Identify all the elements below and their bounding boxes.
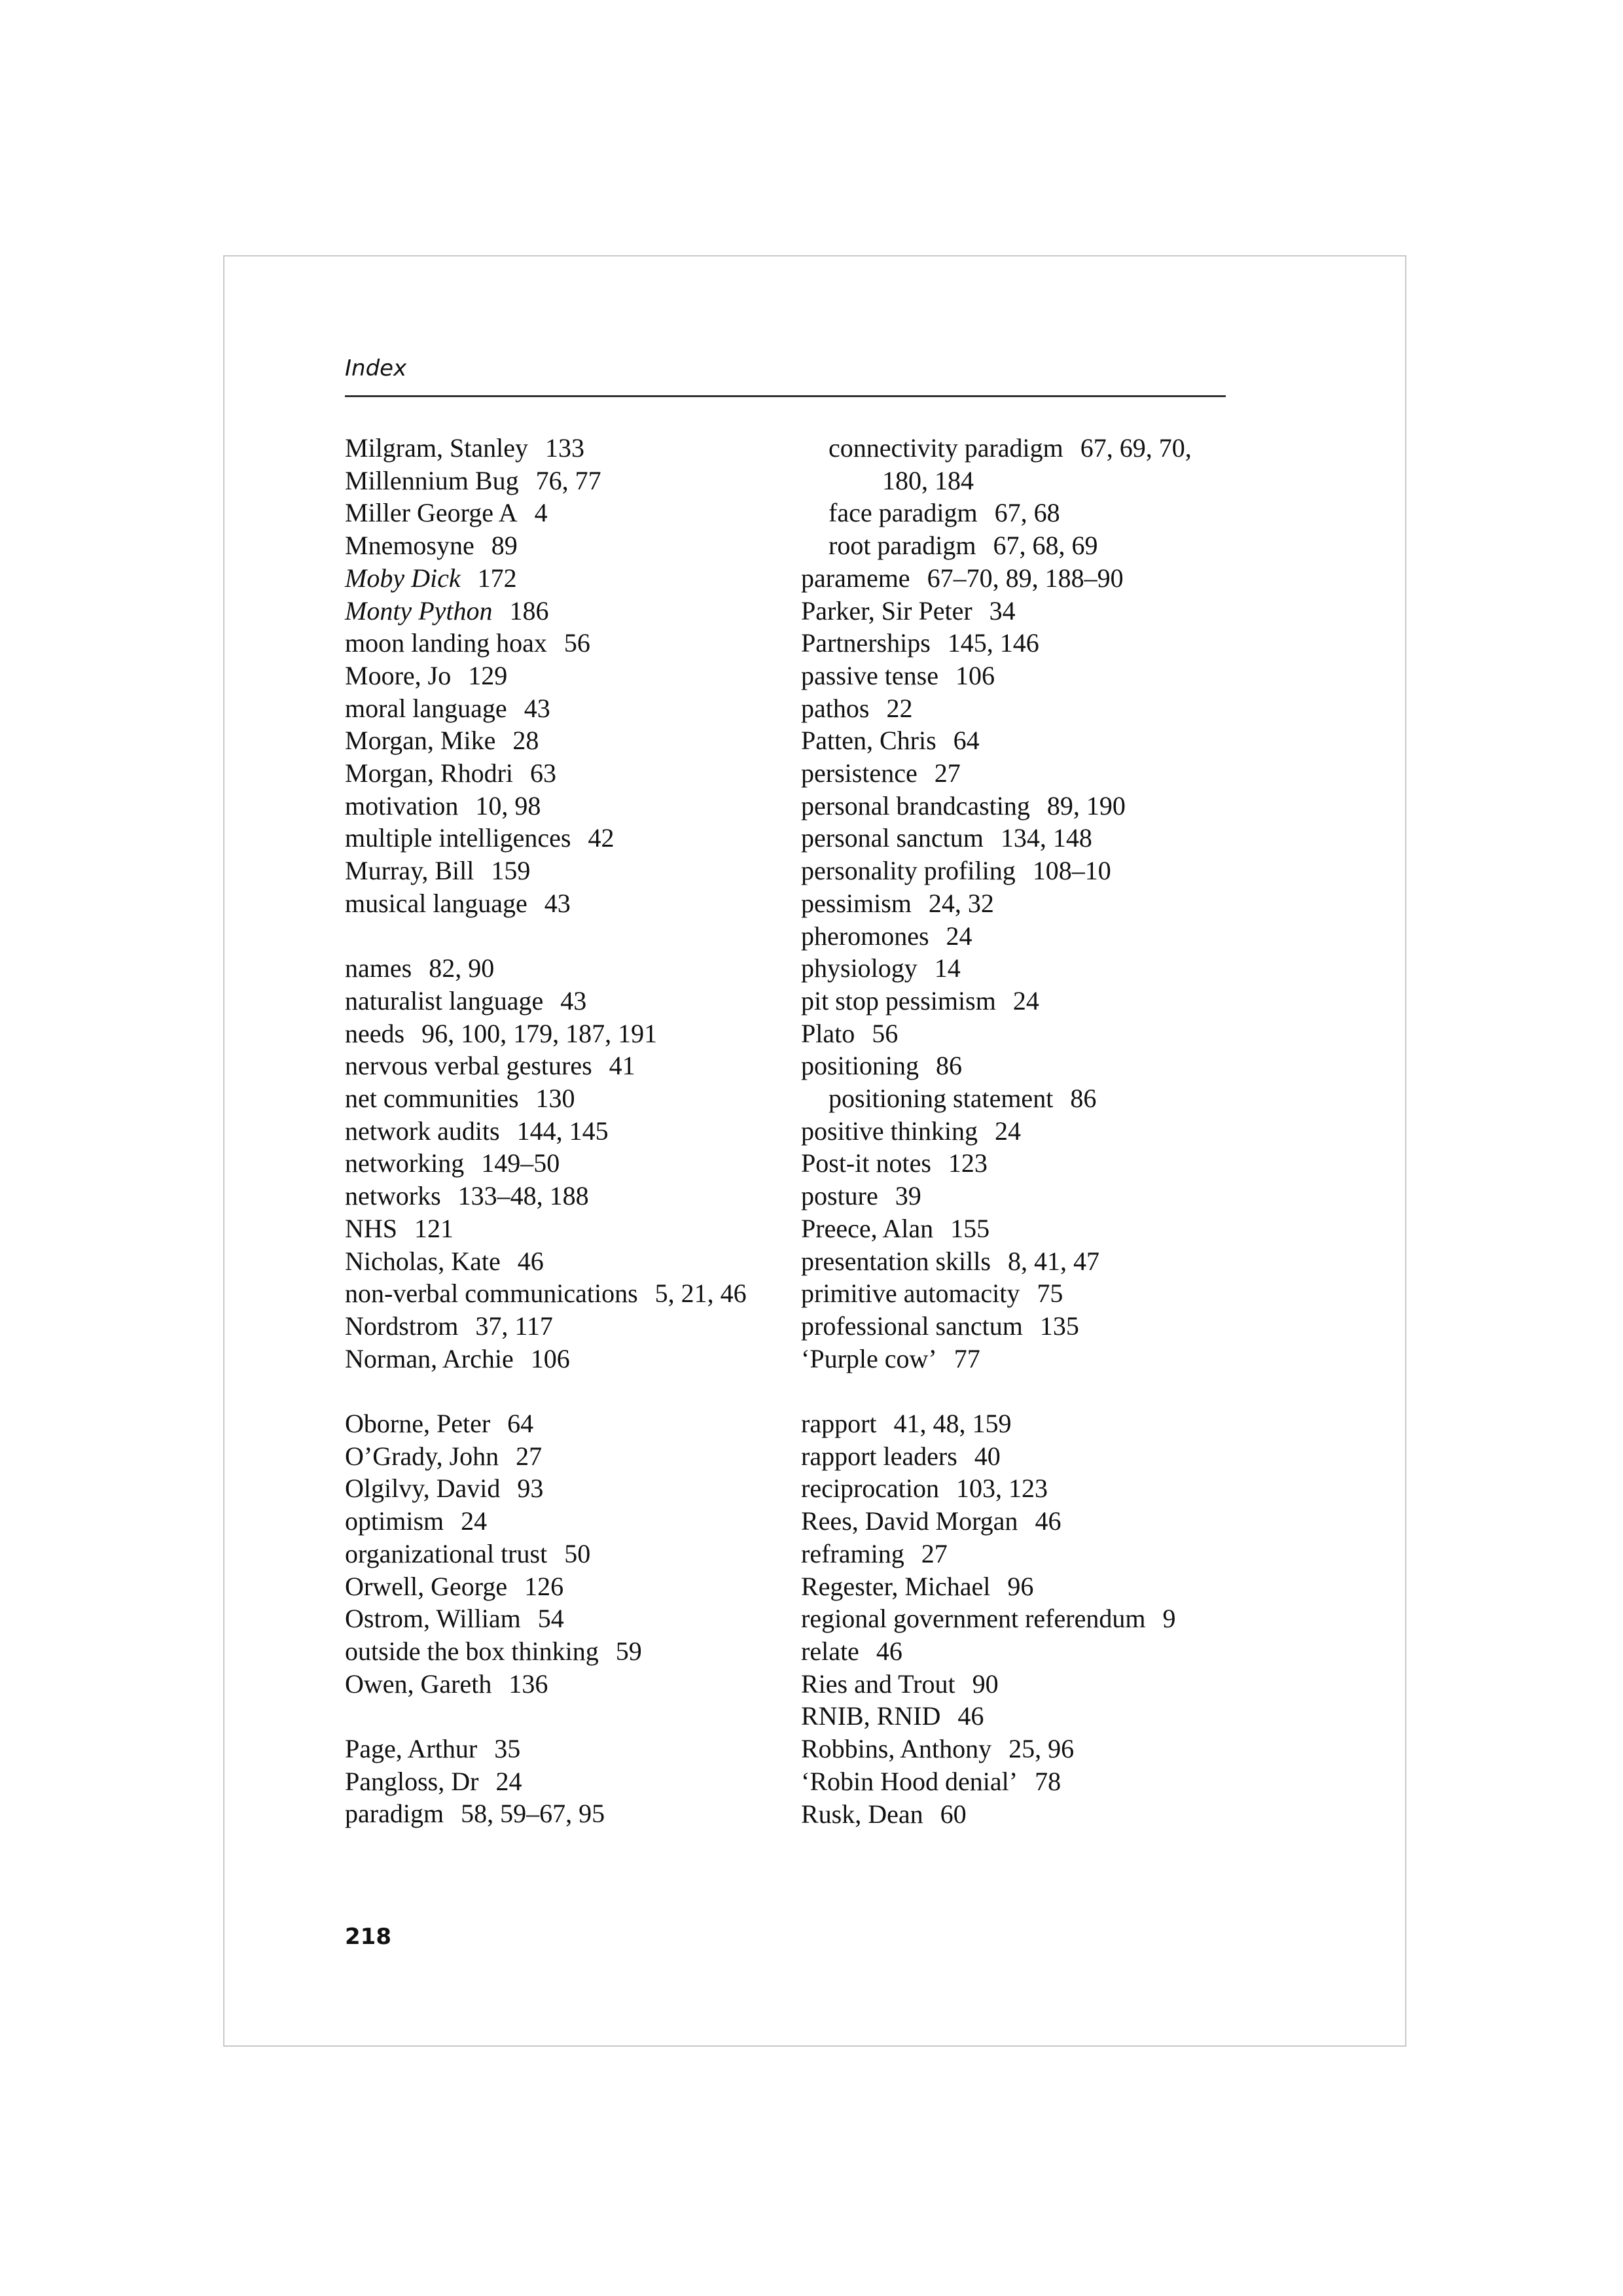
index-page-refs: 145, 146	[947, 628, 1039, 658]
index-term: Nordstrom	[345, 1311, 459, 1341]
index-page-refs: 24	[1012, 985, 1039, 1016]
index-term: Robbins, Anthony	[801, 1734, 992, 1764]
index-term: relate	[801, 1636, 859, 1666]
index-page-refs: 41, 48, 159	[893, 1409, 1012, 1439]
index-entry	[345, 1115, 764, 1148]
index-entry	[801, 1147, 1220, 1180]
index-page-refs: 28	[512, 726, 539, 756]
index-entry	[801, 1277, 1220, 1310]
index-page-refs: 63	[530, 758, 557, 788]
index-page-refs: 24, 32	[928, 888, 994, 918]
index-term: Miller George A	[345, 498, 518, 528]
index-term: reciprocation	[801, 1474, 939, 1504]
index-term: ‘Robin Hood denial’	[801, 1766, 1018, 1796]
index-entry	[345, 562, 764, 595]
index-page-refs: 60	[940, 1799, 967, 1829]
index-entry	[345, 985, 764, 1017]
index-term: Ries and Trout	[801, 1669, 955, 1699]
index-term: Rees, David Morgan	[801, 1506, 1018, 1536]
index-page-refs: 96, 100, 179, 187, 191	[421, 1018, 658, 1048]
index-entry	[345, 1472, 764, 1505]
index-page-refs: 14	[934, 953, 961, 983]
index-term: names	[345, 953, 412, 983]
index-entry	[801, 1115, 1220, 1148]
index-term: Owen, Gareth	[345, 1669, 492, 1699]
index-entry	[801, 1310, 1220, 1343]
index-term: Morgan, Rhodri	[345, 758, 514, 788]
index-entry	[801, 627, 1220, 660]
index-entry	[345, 855, 764, 887]
index-entry	[345, 692, 764, 725]
index-page-refs: 42	[588, 823, 615, 853]
index-term: reframing	[801, 1538, 904, 1568]
index-entry	[345, 529, 764, 562]
index-page-refs: 25, 96	[1008, 1734, 1075, 1764]
index-term: posture	[801, 1181, 878, 1211]
index-term: positive thinking	[801, 1116, 978, 1146]
index-entry	[801, 1050, 1220, 1082]
index-entry	[345, 887, 764, 920]
index-entry	[345, 1050, 764, 1082]
index-entry	[801, 1765, 1220, 1798]
index-entry	[801, 1635, 1220, 1668]
index-term: pheromones	[801, 921, 929, 951]
index-page-refs: 155	[950, 1213, 990, 1243]
index-page-refs: 86	[1070, 1084, 1097, 1114]
index-page-refs: 54	[537, 1604, 564, 1634]
index-entry	[801, 1668, 1220, 1701]
index-term: network audits	[345, 1116, 500, 1146]
index-page-refs: 24	[946, 921, 972, 951]
index-page-refs: 9	[1162, 1604, 1176, 1634]
index-entry	[345, 595, 764, 627]
index-term: personality profiling	[801, 856, 1016, 886]
index-page-refs: 67–70, 89, 188–90	[927, 563, 1124, 593]
index-entry	[345, 1797, 764, 1830]
index-entry	[801, 1212, 1220, 1245]
index-page-refs: 40	[974, 1441, 1001, 1471]
index-entry	[801, 1407, 1220, 1440]
index-page-refs: 86	[936, 1051, 963, 1081]
index-term: networking	[345, 1148, 465, 1178]
index-entry	[345, 1310, 764, 1343]
index-term: Patten, Chris	[801, 726, 936, 756]
index-term: Regester, Michael	[801, 1571, 991, 1601]
index-term: nervous verbal gestures	[345, 1051, 592, 1081]
index-page-refs: 134, 148	[1000, 823, 1092, 853]
index-page-refs: 58, 59–67, 95	[461, 1799, 605, 1829]
index-term: Moore, Jo	[345, 660, 452, 690]
index-entry	[345, 1180, 764, 1212]
index-entry	[801, 1082, 1220, 1115]
index-entry	[801, 1245, 1220, 1278]
index-term: optimism	[345, 1506, 444, 1536]
index-page-refs: 76, 77	[535, 465, 601, 495]
index-page-refs: 159	[491, 856, 531, 886]
index-entry	[345, 757, 764, 790]
index-page-refs: 78	[1035, 1766, 1061, 1796]
index-page-refs: 43	[560, 985, 587, 1016]
index-entry	[801, 1733, 1220, 1765]
index-term: Oborne, Peter	[345, 1409, 491, 1439]
index-entry	[801, 562, 1220, 595]
index-page-refs: 123	[948, 1148, 988, 1178]
index-term: NHS	[345, 1213, 398, 1243]
index-entry	[345, 497, 764, 529]
index-page-refs: 103, 123	[956, 1474, 1048, 1504]
index-page-refs: 10, 98	[475, 790, 541, 821]
index-term: face paradigm	[829, 498, 978, 528]
index-page-refs: 24	[495, 1766, 522, 1796]
index-term: Moby Dick	[345, 563, 461, 593]
index-entry	[801, 1180, 1220, 1212]
index-term: root paradigm	[829, 531, 976, 561]
index-term: Page, Arthur	[345, 1734, 478, 1764]
index-page-refs: 46	[517, 1246, 544, 1276]
index-term: moon landing hoax	[345, 628, 547, 658]
index-page-refs: 39	[895, 1181, 921, 1211]
index-term: primitive automacity	[801, 1279, 1020, 1309]
index-term: O’Grady, John	[345, 1441, 499, 1471]
index-page-refs: 96	[1007, 1571, 1034, 1601]
index-page-refs: 8, 41, 47	[1007, 1246, 1099, 1276]
index-page-refs: 43	[544, 888, 571, 918]
index-term: passive tense	[801, 660, 938, 690]
index-entry	[801, 529, 1220, 562]
index-entry	[801, 1472, 1220, 1505]
index-page-refs: 108–10	[1032, 856, 1111, 886]
index-page-refs: 67, 68, 69	[993, 531, 1098, 561]
index-term: rapport leaders	[801, 1441, 957, 1471]
index-entry	[345, 1668, 764, 1701]
index-term: persistence	[801, 758, 918, 788]
index-page-refs: 67, 68	[994, 498, 1060, 528]
index-entry	[345, 1245, 764, 1278]
index-entry	[801, 1017, 1220, 1050]
header-rule	[345, 395, 1226, 397]
index-page-refs: 106	[955, 660, 995, 690]
index-entry	[801, 887, 1220, 920]
index-term: positioning	[801, 1051, 919, 1081]
index-entry	[801, 920, 1220, 953]
index-column-left	[345, 432, 764, 1830]
index-term: Orwell, George	[345, 1571, 508, 1601]
index-term: Nicholas, Kate	[345, 1246, 501, 1276]
index-entry	[345, 1082, 764, 1115]
index-term: presentation skills	[801, 1246, 991, 1276]
index-entry	[801, 1505, 1220, 1538]
index-page-refs: 135	[1039, 1311, 1079, 1341]
index-page-refs: 50	[564, 1538, 591, 1568]
index-term: Olgilvy, David	[345, 1474, 501, 1504]
index-page-refs: 27	[921, 1538, 948, 1568]
index-term: musical language	[345, 888, 527, 918]
index-page-refs: 46	[957, 1701, 984, 1731]
index-term: personal brandcasting	[801, 790, 1030, 821]
page-number: 218	[345, 1924, 391, 1950]
index-page-refs: 64	[953, 726, 980, 756]
index-term: paradigm	[345, 1799, 444, 1829]
index-term: pathos	[801, 693, 870, 723]
index-entry	[345, 1733, 764, 1765]
index-entry	[801, 1798, 1220, 1831]
index-page-refs: 172	[477, 563, 517, 593]
index-entry	[801, 1570, 1220, 1603]
index-page-refs: 144, 145	[516, 1116, 609, 1146]
index-entry	[345, 660, 764, 692]
index-term: physiology	[801, 953, 918, 983]
index-entry	[345, 952, 764, 985]
index-term: Murray, Bill	[345, 856, 474, 886]
index-term: connectivity paradigm	[829, 433, 1063, 463]
index-entry	[345, 1765, 764, 1798]
index-page-refs: 37, 117	[475, 1311, 553, 1341]
index-term: Norman, Archie	[345, 1343, 514, 1373]
index-entry	[801, 692, 1220, 725]
index-entry	[345, 1635, 764, 1668]
index-entry	[345, 432, 764, 465]
index-term: personal sanctum	[801, 823, 984, 853]
index-term: ‘Purple cow’	[801, 1343, 937, 1373]
index-page-refs: 24	[461, 1506, 488, 1536]
index-page-refs: 121	[414, 1213, 454, 1243]
index-page-refs: 56	[563, 628, 590, 658]
index-page-refs: 89, 190	[1046, 790, 1126, 821]
index-page-refs: 133	[544, 433, 584, 463]
index-entry	[801, 952, 1220, 985]
index-page-refs: 93	[517, 1474, 544, 1504]
index-entry	[801, 985, 1220, 1017]
running-head: Index	[345, 355, 407, 381]
index-term: Preece, Alan	[801, 1213, 934, 1243]
index-entry	[801, 1602, 1220, 1635]
index-entry	[345, 822, 764, 855]
index-page-refs: 75	[1037, 1279, 1063, 1309]
index-page-refs: 186	[509, 595, 549, 626]
index-term: non-verbal communications	[345, 1279, 638, 1309]
index-term: Pangloss, Dr	[345, 1766, 479, 1796]
index-term: Plato	[801, 1018, 855, 1048]
index-page-refs: 64	[507, 1409, 534, 1439]
index-page-refs: 67, 69, 70, 180, 184	[882, 433, 1192, 495]
index-entry	[801, 1538, 1220, 1570]
index-page-refs: 82, 90	[429, 953, 495, 983]
index-entry	[345, 1343, 764, 1375]
index-page-refs: 27	[516, 1441, 543, 1471]
index-entry	[345, 1212, 764, 1245]
index-page-refs: 90	[972, 1669, 999, 1699]
index-page-refs: 27	[934, 758, 961, 788]
index-page-refs: 46	[876, 1636, 902, 1666]
index-page-refs: 129	[468, 660, 508, 690]
index-term: RNIB, RNID	[801, 1701, 941, 1731]
index-entry	[345, 465, 764, 497]
index-term: moral language	[345, 693, 507, 723]
index-term: positioning statement	[829, 1084, 1054, 1114]
index-page-refs: 34	[989, 595, 1016, 626]
index-entry	[801, 757, 1220, 790]
index-term: organizational trust	[345, 1538, 548, 1568]
index-entry	[801, 1440, 1220, 1473]
index-entry	[345, 1570, 764, 1603]
index-term: motivation	[345, 790, 459, 821]
index-page-refs: 136	[508, 1669, 548, 1699]
index-page-refs: 24	[995, 1116, 1021, 1146]
index-term: parameme	[801, 563, 910, 593]
index-page-refs: 46	[1035, 1506, 1061, 1536]
index-term: needs	[345, 1018, 405, 1048]
index-entry	[801, 790, 1220, 822]
index-term: multiple intelligences	[345, 823, 571, 853]
index-column-right	[801, 432, 1220, 1830]
index-term: Rusk, Dean	[801, 1799, 923, 1829]
index-page-refs: 41	[609, 1051, 635, 1081]
index-entry	[345, 1505, 764, 1538]
index-entry	[345, 1407, 764, 1440]
index-page-refs: 130	[535, 1084, 575, 1114]
index-page-refs: 5, 21, 46	[654, 1279, 747, 1309]
index-entry	[345, 1147, 764, 1180]
index-term: professional sanctum	[801, 1311, 1023, 1341]
index-page-refs: 59	[615, 1636, 642, 1666]
index-page-refs: 89	[491, 531, 518, 561]
index-entry	[801, 595, 1220, 627]
index-entry	[345, 790, 764, 822]
index-page-refs: 4	[534, 498, 548, 528]
index-entry	[801, 1700, 1220, 1733]
index-page-refs: 35	[494, 1734, 521, 1764]
index-entry	[345, 1602, 764, 1635]
index-entry	[345, 724, 764, 757]
index-term: pit stop pessimism	[801, 985, 996, 1016]
index-term: networks	[345, 1181, 441, 1211]
index-page-refs: 106	[530, 1343, 570, 1373]
index-page-refs: 133–48, 188	[457, 1181, 589, 1211]
index-entry	[345, 1440, 764, 1473]
index-term: outside the box thinking	[345, 1636, 599, 1666]
index-entry	[801, 660, 1220, 692]
index-entry	[801, 855, 1220, 887]
index-term: Morgan, Mike	[345, 726, 496, 756]
index-entry	[345, 627, 764, 660]
index-entry	[345, 1017, 764, 1050]
index-page-refs: 126	[524, 1571, 564, 1601]
index-term: Post-it notes	[801, 1148, 931, 1178]
index-term: regional government referendum	[801, 1604, 1146, 1634]
index-term: Millennium Bug	[345, 465, 519, 495]
index-term: Parker, Sir Peter	[801, 595, 972, 626]
index-page-refs: 56	[872, 1018, 899, 1048]
index-term: Milgram, Stanley	[345, 433, 528, 463]
index-entry	[801, 497, 1220, 529]
index-entry	[801, 822, 1220, 855]
index-entry	[345, 1538, 764, 1570]
index-term: Ostrom, William	[345, 1604, 521, 1634]
index-term: Mnemosyne	[345, 531, 474, 561]
index-entry	[801, 432, 1220, 497]
index-entry	[801, 724, 1220, 757]
index-page-refs: 77	[954, 1343, 980, 1373]
index-entry	[801, 1343, 1220, 1375]
index-page-refs: 149–50	[481, 1148, 560, 1178]
index-term: Monty Python	[345, 595, 493, 626]
index-page-refs: 43	[524, 693, 550, 723]
index-term: pessimism	[801, 888, 912, 918]
index-entry	[345, 1277, 764, 1310]
index-term: naturalist language	[345, 985, 544, 1016]
index-term: Partnerships	[801, 628, 931, 658]
index-term: net communities	[345, 1084, 519, 1114]
index-page-refs: 22	[886, 693, 913, 723]
index-term: rapport	[801, 1409, 877, 1439]
